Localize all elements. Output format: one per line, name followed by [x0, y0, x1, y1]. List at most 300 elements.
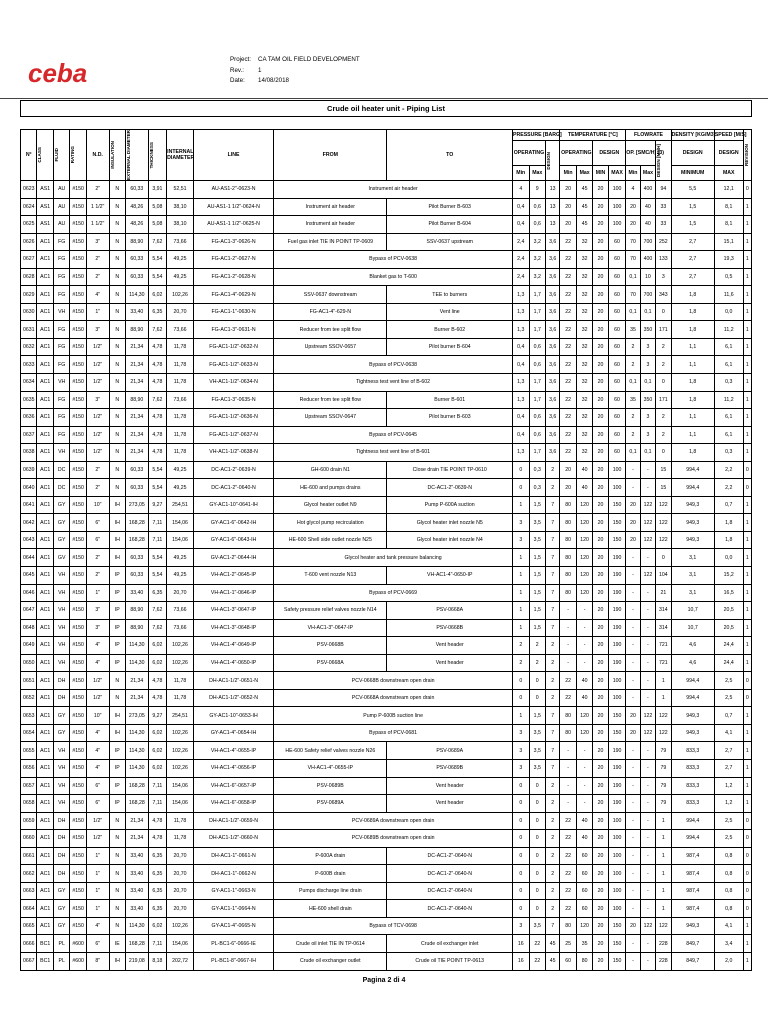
cell-p-min: 3 [513, 531, 529, 549]
cell-td-max: 60 [608, 303, 626, 321]
cell-nd: 3" [86, 619, 109, 637]
cell-p-max: 0 [529, 865, 545, 883]
cell-density: 987,4 [671, 847, 714, 865]
cell-t-max: - [576, 654, 592, 672]
cell-p-max: 0 [529, 812, 545, 830]
cell-rating: #150 [70, 373, 86, 391]
cell-class: AC1 [37, 602, 53, 620]
cell-rating: #150 [70, 268, 86, 286]
cell-fluid: AU [53, 180, 69, 198]
table-row [21, 742, 752, 760]
cell-f-design: 171 [656, 391, 671, 409]
cell-td-min: 20 [593, 566, 608, 584]
cell-p-design: 7 [545, 584, 559, 602]
cell-t-max: 32 [576, 251, 592, 269]
cell-p-design: 3,6 [545, 426, 559, 444]
cell-f-min: 20 [626, 216, 640, 234]
cell-insulation: IH [109, 531, 125, 549]
cell-t-max: 60 [576, 900, 592, 918]
cell-td-min: 20 [593, 953, 608, 971]
cell-ext-diam: 21,34 [125, 338, 148, 356]
col-pressure-design: DESIGN [545, 151, 551, 170]
cell-thickness: 6,02 [148, 760, 167, 778]
cell-class: AC1 [37, 882, 53, 900]
cell-n: 0633 [21, 356, 37, 374]
cell-n: 0662 [21, 865, 37, 883]
cell-to: DC-AC1-2"-0640-N [387, 847, 513, 865]
cell-t-min: 80 [560, 531, 576, 549]
cell-insulation: N [109, 373, 125, 391]
cell-from: VH-AC1-4"-0655-IP [274, 760, 387, 778]
cell-f-design: 2 [656, 338, 671, 356]
cell-speed: 0,8 [714, 882, 743, 900]
cell-internal-diam: 11,78 [167, 356, 194, 374]
cell-p-design: 3,6 [545, 233, 559, 251]
cell-fluid: PL [53, 953, 69, 971]
cell-density: 994,4 [671, 461, 714, 479]
cell-to: DC-AC1-2"-0639-N [387, 479, 513, 497]
cell-thickness: 6,02 [148, 637, 167, 655]
cell-rating: #150 [70, 391, 86, 409]
cell-f-max: 0,1 [640, 444, 655, 462]
cell-ext-diam: 60,33 [125, 549, 148, 567]
cell-density: 1,1 [671, 426, 714, 444]
cell-nd: 10" [86, 496, 109, 514]
cell-revision: 1 [743, 373, 751, 391]
cell-nd: 1/2" [86, 409, 109, 427]
cell-speed: 12,1 [714, 180, 743, 198]
cell-rating: #150 [70, 338, 86, 356]
table-row [21, 724, 752, 742]
cell-thickness: 7,62 [148, 321, 167, 339]
cell-f-max: - [640, 760, 655, 778]
cell-p-max: 0,3 [529, 461, 545, 479]
cell-thickness: 6,35 [148, 584, 167, 602]
cell-fluid: FG [53, 286, 69, 304]
table-row [21, 689, 752, 707]
cell-p-design: 3,6 [545, 373, 559, 391]
cell-p-min: 2 [513, 637, 529, 655]
cell-t-max: 120 [576, 549, 592, 567]
cell-fluid: GY [53, 882, 69, 900]
cell-rating: #150 [70, 549, 86, 567]
cell-td-min: 20 [593, 637, 608, 655]
cell-f-design: 1 [656, 689, 671, 707]
cell-density: 833,3 [671, 742, 714, 760]
cell-t-min: 80 [560, 514, 576, 532]
cell-ext-diam: 21,34 [125, 812, 148, 830]
cell-f-min: 0,1 [626, 444, 640, 462]
cell-revision: 1 [743, 760, 751, 778]
cell-thickness: 7,62 [148, 602, 167, 620]
cell-p-min: 2,4 [513, 268, 529, 286]
cell-n: 0644 [21, 549, 37, 567]
cell-td-max: 190 [608, 602, 626, 620]
cell-p-max: 2 [529, 654, 545, 672]
cell-line: VH-AC1-1/2"-0634-N [193, 373, 273, 391]
cell-thickness: 7,62 [148, 233, 167, 251]
cell-t-min: 22 [560, 321, 576, 339]
cell-nd: 2" [86, 566, 109, 584]
cell-n: 0646 [21, 584, 37, 602]
cell-density: 10,7 [671, 602, 714, 620]
cell-td-max: 190 [608, 619, 626, 637]
col-density-min: MINIMUM [671, 165, 714, 180]
cell-from: Glycol heater outlet N9 [274, 496, 387, 514]
cell-td-max: 100 [608, 198, 626, 216]
cell-revision: 1 [743, 216, 751, 234]
cell-from: HE-600 Safety relief valves nozzle N26 [274, 742, 387, 760]
cell-n: 0657 [21, 777, 37, 795]
cell-p-min: 0 [513, 865, 529, 883]
cell-p-design: 3,6 [545, 321, 559, 339]
cell-speed: 2,2 [714, 461, 743, 479]
cell-td-min: 20 [593, 268, 608, 286]
cell-t-max: - [576, 602, 592, 620]
cell-density: 1,8 [671, 286, 714, 304]
cell-p-max: 0,3 [529, 479, 545, 497]
cell-density: 4,6 [671, 637, 714, 655]
cell-f-min: - [626, 882, 640, 900]
cell-p-design: 7 [545, 531, 559, 549]
cell-speed: 24,4 [714, 637, 743, 655]
cell-t-min: - [560, 760, 576, 778]
cell-p-max: 0 [529, 900, 545, 918]
cell-ext-diam: 33,40 [125, 865, 148, 883]
table-row [21, 216, 752, 234]
cell-to: TEE to burners [387, 286, 513, 304]
cell-p-min: 1,3 [513, 286, 529, 304]
cell-from: Crude oil inlet TIE IN TP-0614 [274, 935, 387, 953]
cell-line: VH-AC1-4"-0655-IP [193, 742, 273, 760]
cell-revision: 0 [743, 847, 751, 865]
table-row [21, 935, 752, 953]
cell-from-to-merged: Tightness test vent line of B-602 [274, 373, 513, 391]
cell-to: Close drain TIE POINT TP-0610 [387, 461, 513, 479]
cell-p-min: 1,3 [513, 303, 529, 321]
cell-nd: 1 1/2" [86, 216, 109, 234]
cell-t-max: 32 [576, 286, 592, 304]
cell-t-min: 22 [560, 830, 576, 848]
col-fluid: FLUID [53, 148, 59, 162]
rev-label: Rev.: [230, 66, 244, 74]
cell-td-min: 20 [593, 514, 608, 532]
cell-p-max: 2 [529, 637, 545, 655]
cell-f-max: - [640, 812, 655, 830]
cell-thickness: 5,54 [148, 479, 167, 497]
cell-p-min: 3 [513, 514, 529, 532]
cell-f-design: 228 [656, 953, 671, 971]
cell-t-max: 120 [576, 917, 592, 935]
cell-p-min: 1 [513, 566, 529, 584]
cell-f-min: 0,1 [626, 373, 640, 391]
cell-p-max: 0 [529, 830, 545, 848]
cell-revision: 1 [743, 251, 751, 269]
cell-fluid: DC [53, 479, 69, 497]
cell-t-min: 22 [560, 303, 576, 321]
cell-t-max: 60 [576, 882, 592, 900]
cell-t-max: 32 [576, 303, 592, 321]
col-f-max: Max [640, 165, 655, 180]
cell-t-max: 40 [576, 479, 592, 497]
cell-n: 0637 [21, 426, 37, 444]
cell-density: 1,1 [671, 338, 714, 356]
cell-f-min: 2 [626, 356, 640, 374]
cell-class: AC1 [37, 742, 53, 760]
cell-revision: 1 [743, 935, 751, 953]
cell-from: HE-600 shell drain [274, 900, 387, 918]
cell-rating: #150 [70, 882, 86, 900]
cell-class: AC1 [37, 233, 53, 251]
cell-speed: 20,5 [714, 602, 743, 620]
cell-f-max: - [640, 777, 655, 795]
cell-speed: 2,5 [714, 672, 743, 690]
cell-density: 1,8 [671, 303, 714, 321]
table-row [21, 426, 752, 444]
cell-td-max: 190 [608, 637, 626, 655]
cell-td-min: 20 [593, 812, 608, 830]
cell-to: PSV-0689A [387, 742, 513, 760]
cell-t-max: 40 [576, 830, 592, 848]
cell-rating: #150 [70, 426, 86, 444]
cell-revision: 1 [743, 654, 751, 672]
cell-fluid: GY [53, 724, 69, 742]
cell-f-design: 1 [656, 865, 671, 883]
cell-internal-diam: 20,70 [167, 584, 194, 602]
cell-internal-diam: 20,70 [167, 865, 194, 883]
cell-f-design: 2 [656, 426, 671, 444]
cell-p-min: 0 [513, 830, 529, 848]
cell-t-min: 20 [560, 216, 576, 234]
cell-td-min: 20 [593, 391, 608, 409]
cell-n: 0641 [21, 496, 37, 514]
cell-td-max: 100 [608, 216, 626, 234]
cell-ext-diam: 60,33 [125, 461, 148, 479]
cell-ext-diam: 21,34 [125, 689, 148, 707]
cell-f-design: 171 [656, 321, 671, 339]
table-row [21, 830, 752, 848]
cell-revision: 1 [743, 742, 751, 760]
cell-line: VH-AC1-3"-0648-IP [193, 619, 273, 637]
cell-from-to-merged: Pump P-600B suction line [274, 707, 513, 725]
cell-f-min: - [626, 777, 640, 795]
cell-t-max: 32 [576, 426, 592, 444]
cell-td-min: 20 [593, 777, 608, 795]
cell-t-max: 40 [576, 672, 592, 690]
cell-to: SSV-0637 upstream [387, 233, 513, 251]
cell-td-min: 20 [593, 303, 608, 321]
cell-f-design: 721 [656, 654, 671, 672]
cell-t-min: 80 [560, 584, 576, 602]
cell-internal-diam: 49,25 [167, 549, 194, 567]
cell-f-design: 252 [656, 233, 671, 251]
cell-insulation: IH [109, 549, 125, 567]
cell-density: 833,3 [671, 795, 714, 813]
cell-class: AC1 [37, 689, 53, 707]
cell-rating: #150 [70, 566, 86, 584]
cell-rating: #150 [70, 409, 86, 427]
cell-t-min: - [560, 742, 576, 760]
cell-revision: 0 [743, 865, 751, 883]
cell-p-max: 0 [529, 777, 545, 795]
col-flow-op: OP. [SMC/H] (3) [626, 141, 656, 166]
cell-thickness: 6,02 [148, 742, 167, 760]
cell-fluid: DH [53, 865, 69, 883]
cell-to: Vent header [387, 637, 513, 655]
cell-from-to-merged: PCV-0668A downstream open drain [274, 689, 513, 707]
cell-td-max: 60 [608, 356, 626, 374]
cell-line: GY-AC1-1"-0663-N [193, 882, 273, 900]
cell-class: AC1 [37, 251, 53, 269]
cell-fluid: AU [53, 198, 69, 216]
cell-internal-diam: 254,51 [167, 707, 194, 725]
cell-ext-diam: 114,30 [125, 760, 148, 778]
cell-density: 1,1 [671, 409, 714, 427]
cell-f-design: 3 [656, 268, 671, 286]
cell-f-design: 314 [656, 619, 671, 637]
cell-speed: 6,1 [714, 338, 743, 356]
cell-p-design: 7 [545, 566, 559, 584]
col-rating: RATING [70, 146, 76, 164]
col-internal-diam: INTERNAL DIAMETER [167, 130, 194, 181]
cell-line: FG-AC1-4"-0629-N [193, 286, 273, 304]
col-t-max: Max [576, 165, 592, 180]
ceba-logo [28, 60, 138, 86]
cell-internal-diam: 49,25 [167, 479, 194, 497]
cell-ext-diam: 60,33 [125, 251, 148, 269]
cell-insulation: IP [109, 584, 125, 602]
cell-internal-diam: 102,26 [167, 760, 194, 778]
cell-revision: 0 [743, 830, 751, 848]
cell-f-min: - [626, 760, 640, 778]
cell-thickness: 4,78 [148, 689, 167, 707]
cell-td-max: 100 [608, 847, 626, 865]
cell-nd: 2" [86, 461, 109, 479]
cell-td-min: 20 [593, 321, 608, 339]
cell-from: VH-AC1-3"-0647-IP [274, 619, 387, 637]
cell-from-to-merged: PCV-0689B downstream open drain [274, 830, 513, 848]
cell-td-min: 20 [593, 356, 608, 374]
cell-line: DH-AC1-1"-0662-N [193, 865, 273, 883]
cell-ext-diam: 21,34 [125, 356, 148, 374]
cell-f-max: 122 [640, 566, 655, 584]
cell-density: 5,5 [671, 180, 714, 198]
cell-insulation: N [109, 356, 125, 374]
cell-td-max: 150 [608, 724, 626, 742]
cell-td-min: 20 [593, 619, 608, 637]
cell-f-max: 700 [640, 286, 655, 304]
cell-t-max: 45 [576, 216, 592, 234]
cell-from: Safety pressure relief valves nozzle N14 [274, 602, 387, 620]
cell-internal-diam: 20,70 [167, 882, 194, 900]
cell-n: 0624 [21, 198, 37, 216]
cell-from-to-merged: Instrument air header [274, 180, 513, 198]
cell-p-min: 1 [513, 496, 529, 514]
cell-rating: #150 [70, 514, 86, 532]
cell-from-to-merged: Bypass of TCV-0698 [274, 917, 513, 935]
cell-revision: 1 [743, 724, 751, 742]
cell-thickness: 5,54 [148, 461, 167, 479]
cell-speed: 6,1 [714, 426, 743, 444]
cell-from: HE-600 and pumps drains [274, 479, 387, 497]
cell-density: 949,3 [671, 514, 714, 532]
cell-nd: 2" [86, 549, 109, 567]
cell-fluid: GV [53, 549, 69, 567]
col-n: N° [21, 130, 37, 181]
cell-speed: 15,1 [714, 233, 743, 251]
cell-p-max: 1,5 [529, 549, 545, 567]
cell-density: 994,4 [671, 479, 714, 497]
col-temperature: TEMPERATURE [°C] [560, 130, 626, 141]
cell-nd: 10" [86, 707, 109, 725]
cell-ext-diam: 21,34 [125, 373, 148, 391]
cell-nd: 1/2" [86, 689, 109, 707]
cell-density: 1,8 [671, 321, 714, 339]
table-row [21, 338, 752, 356]
cell-p-min: 2,4 [513, 251, 529, 269]
cell-f-max: 3 [640, 338, 655, 356]
cell-speed: 2,7 [714, 760, 743, 778]
cell-ext-diam: 168,28 [125, 514, 148, 532]
cell-from: Pumps discharge line drain [274, 882, 387, 900]
cell-f-min: 20 [626, 531, 640, 549]
cell-nd: 1/2" [86, 672, 109, 690]
cell-t-max: 45 [576, 198, 592, 216]
cell-class: AC1 [37, 584, 53, 602]
cell-line: AU-AS1-2"-0623-N [193, 180, 273, 198]
cell-speed: 6,1 [714, 356, 743, 374]
cell-to: DC-AC1-2"-0640-N [387, 865, 513, 883]
cell-p-design: 2 [545, 479, 559, 497]
cell-speed: 2,0 [714, 953, 743, 971]
cell-internal-diam: 102,26 [167, 654, 194, 672]
cell-nd: 1" [86, 882, 109, 900]
cell-p-min: 0 [513, 461, 529, 479]
cell-revision: 0 [743, 479, 751, 497]
cell-internal-diam: 73,66 [167, 602, 194, 620]
cell-line: GY-AC1-6"-0643-IH [193, 531, 273, 549]
cell-p-max: 0 [529, 795, 545, 813]
cell-thickness: 7,11 [148, 531, 167, 549]
table-row [21, 303, 752, 321]
cell-p-design: 3,6 [545, 444, 559, 462]
col-class: CLASS [37, 147, 43, 163]
cell-fluid: DH [53, 689, 69, 707]
cell-f-max: 350 [640, 321, 655, 339]
cell-fluid: VH [53, 303, 69, 321]
cell-from: T-600 vent nozzle N13 [274, 566, 387, 584]
cell-p-min: 0,4 [513, 409, 529, 427]
cell-revision: 1 [743, 198, 751, 216]
cell-rating: #150 [70, 444, 86, 462]
cell-density: 4,6 [671, 654, 714, 672]
cell-thickness: 6,35 [148, 303, 167, 321]
cell-ext-diam: 273,05 [125, 707, 148, 725]
cell-nd: 4" [86, 286, 109, 304]
cell-from-to-merged: Tightness test vent line of B-601 [274, 444, 513, 462]
cell-internal-diam: 11,78 [167, 338, 194, 356]
cell-class: AC1 [37, 373, 53, 391]
table-row [21, 637, 752, 655]
cell-nd: 4" [86, 760, 109, 778]
cell-f-max: - [640, 461, 655, 479]
cell-ext-diam: 33,40 [125, 584, 148, 602]
cell-p-design: 2 [545, 812, 559, 830]
cell-p-design: 13 [545, 216, 559, 234]
cell-class: AS1 [37, 180, 53, 198]
cell-rating: #150 [70, 672, 86, 690]
cell-fluid: VH [53, 619, 69, 637]
